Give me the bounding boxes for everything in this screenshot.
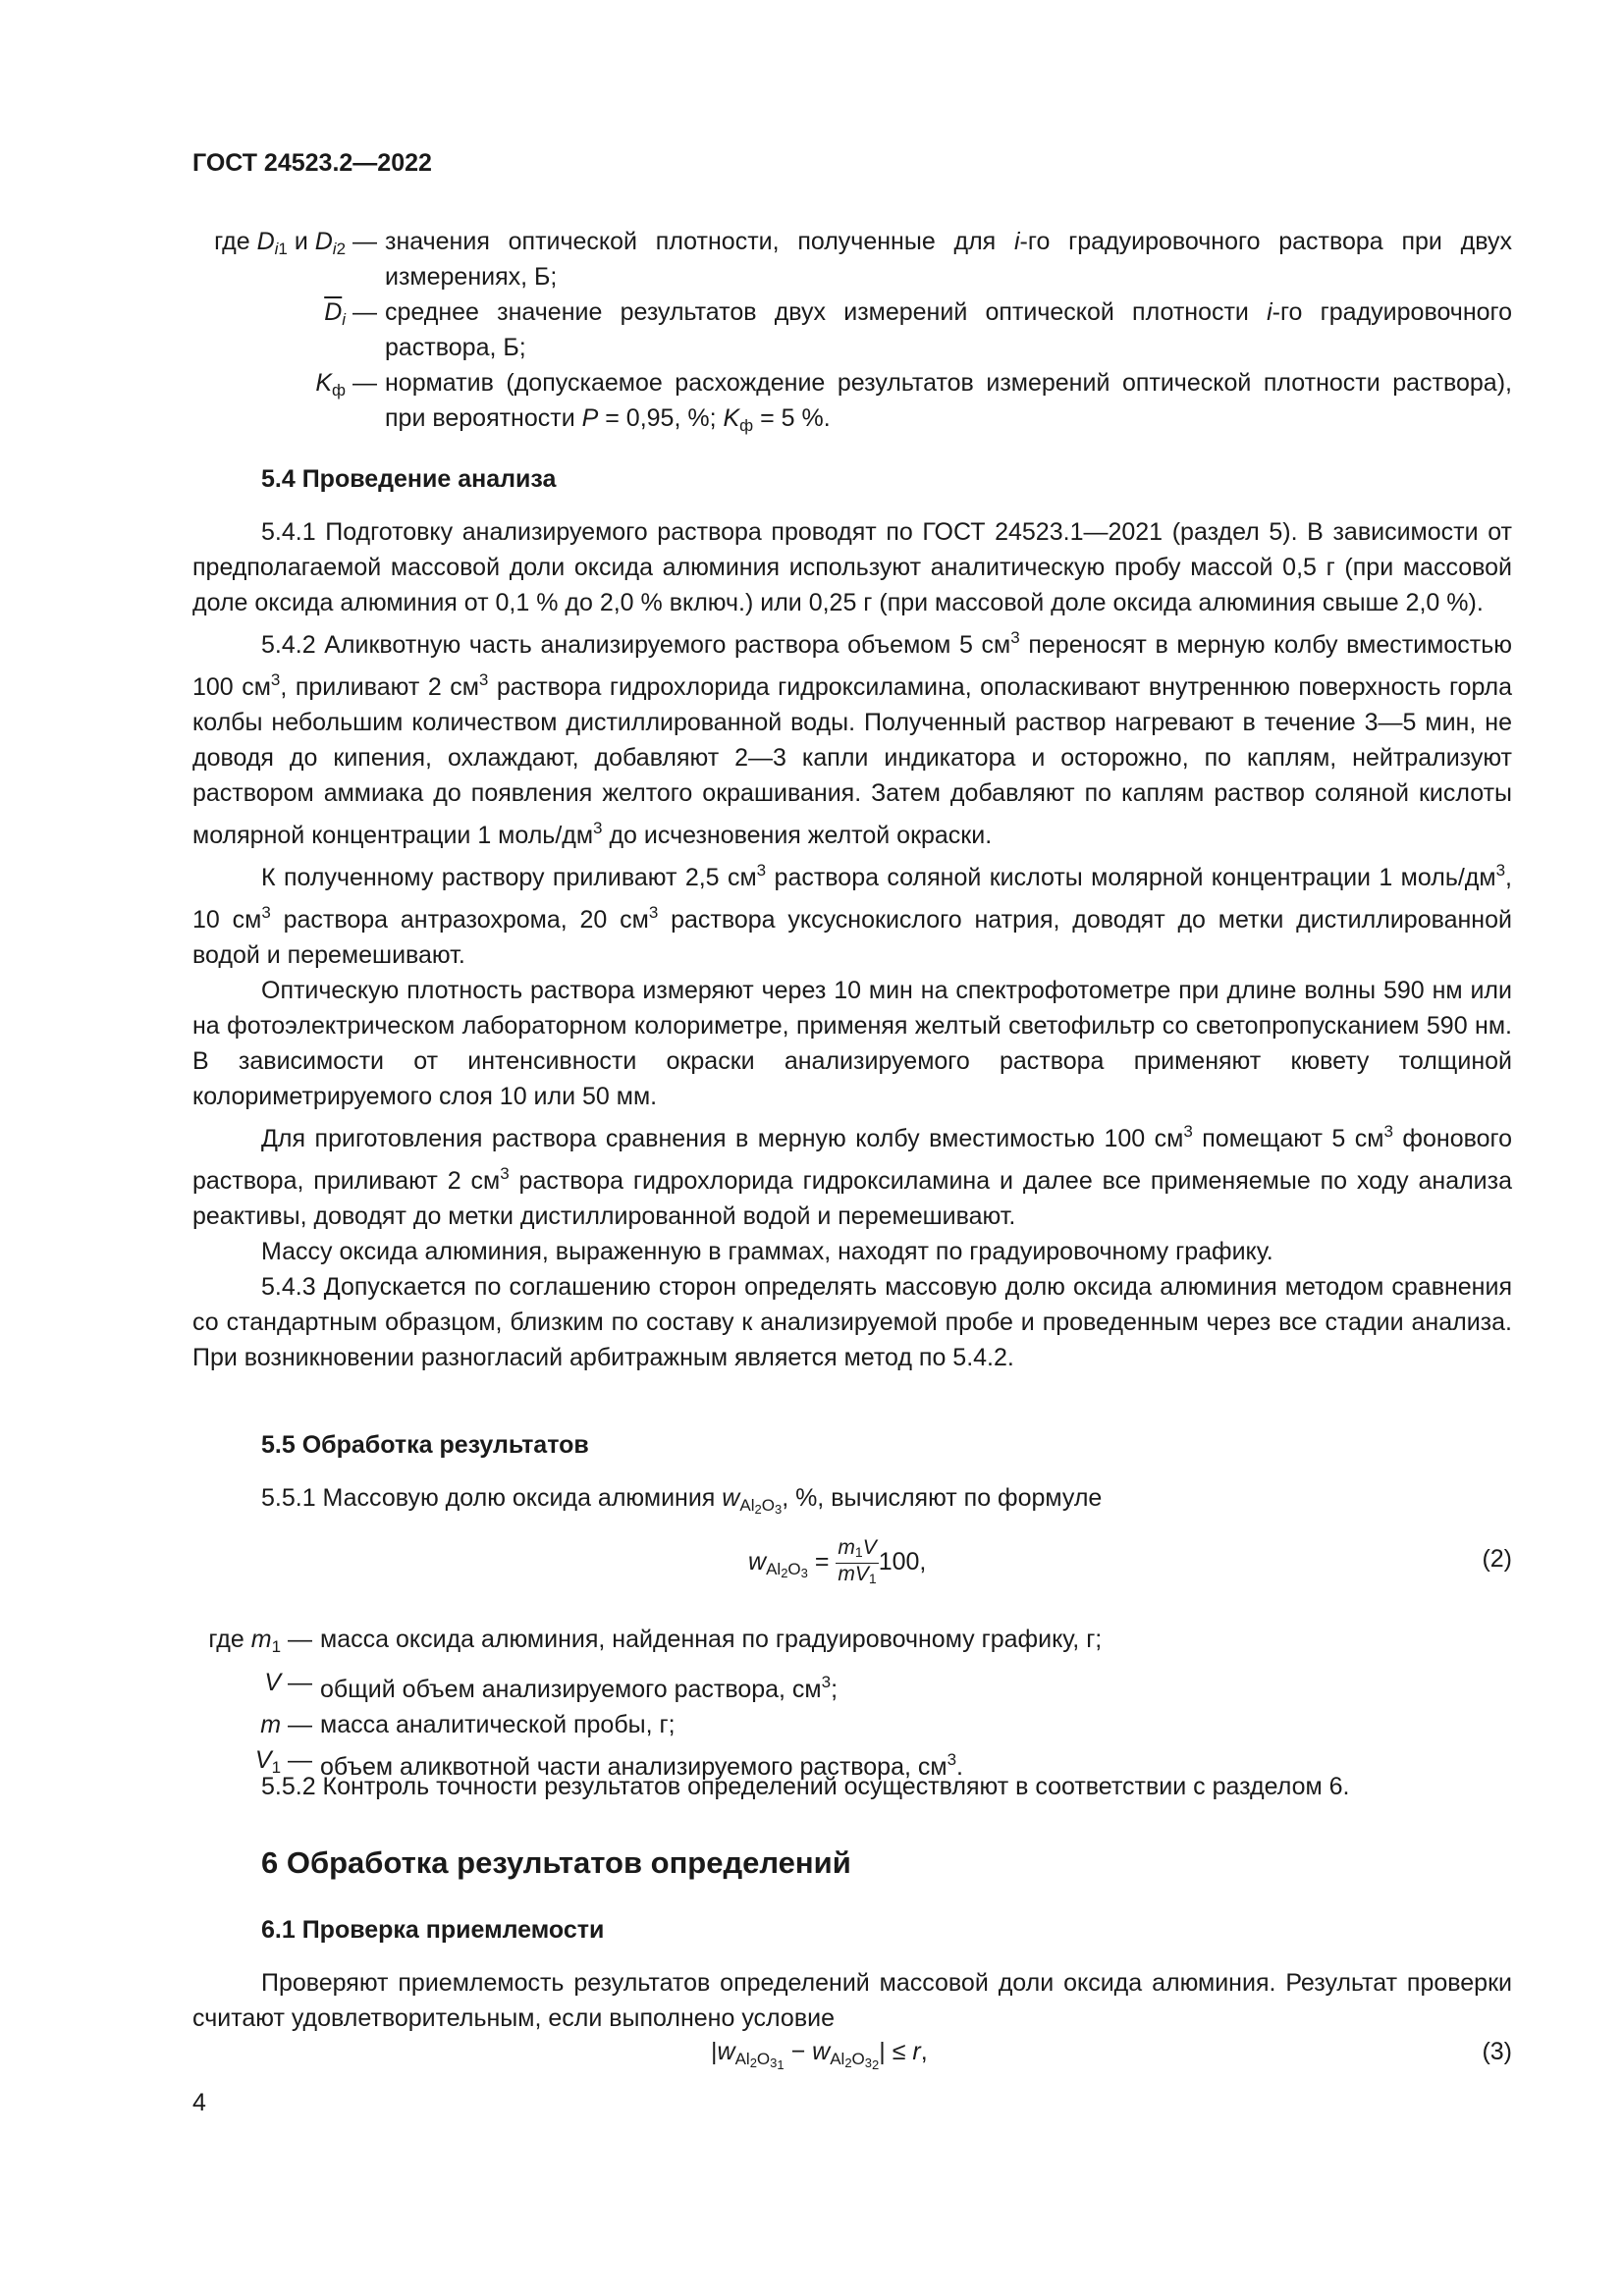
def-term: $V_1$ — [254,1746,312,1777]
paragraph-5-4-2e: Массу оксида алюминия, выраженную в граммах, находят по градуировочному графику. [261,1238,1273,1265]
definitions-list-2 [192,1622,1512,1786]
paragraph-6-1: Проверяют приемлемость результатов определений массовой доли оксида алюминия. Результат проверки считают удовлетворительным, если выполнено условие [192,1969,1512,2032]
equation-number: (2) [1482,1545,1512,1573]
section-5-4 [192,465,1512,494]
section-5-4-body [192,514,1512,1375]
def-desc: масса оксида алюминия, найденная по градуировочному графику, г; [320,1626,1103,1653]
def-desc: объем аликвотной части анализируемого раствора, $см^3$. [320,1750,963,1781]
def-desc: масса аналитической пробы, г; [320,1711,676,1738]
def-term: $K_ф$ — [315,369,377,400]
paragraph-5-4-2b: К полученному раствору приливают 2,5 $см^3$ раствора соляной кислоты молярной концентрации 1 моль/$дм^3$, 10 $см^3$ раствора антразохрома, 20 $см^3$ раствора уксуснокислого натрия, доводят до метки дистиллированной водой и перемешивают. [192,861,1512,969]
paragraph-5-4-3: 5.4.3 Допускается по соглашению сторон определять массовую долю оксида алюминия методом сравнения со стандартным образцом, близким по составу к анализируемой пробе и проведенным через все стадии анализа. При возникновении разногласий арбитражным является метод по 5.4.2. [192,1273,1512,1371]
section-title: 5.5 Обработка результатов [261,1431,589,1459]
paragraph-5-5-2: 5.5.2 Контроль точности результатов определений осуществляют в соответствии с разделом 6. [261,1773,1350,1800]
paragraph-5-5-1: 5.5.1 Массовую долю оксида алюминия $w_{Al2O3}$, %, вычисляют по формуле [261,1484,1103,1517]
def-term: $\overline{D}_i$ — [324,298,377,329]
paragraph-5-4-2: 5.4.2 Аликвотную часть анализируемого раствора объемом 5 $см^3$ переносят в мерную колбу вместимостью 100 $см^3$, приливают 2 $см^3$ раствора гидрохлорида гидроксиламина, ополаскивают внутреннюю поверхность горла колбы небольшим количеством дистиллированной воды. Полученный раствор нагревают в течение 3—5 мин, не доводя до кипения, охлаждают, добавляют 2—3 капли индикатора и осторожно, по каплям, нейтрализуют раствором аммиака до появления желтого окрашивания. Затем добавляют по каплям раствор соляной кислоты молярной концентрации 1 моль/$дм^3$ до исчезновения желтой окраски. [192,628,1512,849]
definitions-list-1 [192,224,1512,444]
def-desc: норматив (допускаемое расхождение результатов измерений оптической плотности раствора), при вероятности P = 0,95, %; $K_ф = 5$ %. [385,369,1512,435]
def-desc: среднее значение результатов двух измерений оптической плотности i-го градуировочного раствора, Б; [385,298,1513,361]
paragraph-5-4-2c: Оптическую плотность раствора измеряют через 10 мин на спектрофотометре при длине волны 590 нм или на фотоэлектрическом лабораторном колориметре, применяя желтый светофильтр со светопропусканием 590 нм. В зависимости от интенсивности окраски анализируемого раствора применяют кювету толщиной колориметрируемого слоя 10 или 50 мм. [192,977,1512,1110]
section-6-1 [192,1916,1512,1945]
paragraph-5-4-2d: Для приготовления раствора сравнения в мерную колбу вместимостью 100 $см^3$ помещают 5 $см^3$ фонового раствора, приливают 2 $см^3$ раствора гидрохлорида гидроксиламина и далее все применяемые по ходу анализа реактивы, доводят до метки дистиллированной водой и перемешивают. [192,1122,1513,1230]
equation-2-body: $w_{Al2O3}$ = $\frac{m1V}{mV1}$ 100, [748,1537,926,1589]
def-term: V — [264,1669,312,1696]
def-desc: общий объем анализируемого раствора, $см^3$; [320,1673,839,1703]
section-title: 5.4 Проведение анализа [261,465,557,493]
def-term: где $D_{i1}$ и $D_{i2}$ — [214,228,377,258]
equation-3-body: $|w_{Al2O3_1} - w_{Al2O3_2}| \le r$, [711,2038,928,2072]
page-number: 4 [192,2089,206,2116]
section-6 [192,1845,1512,1881]
def-term: где $m_1$ — [208,1626,312,1656]
section-title: 6 Обработка результатов определений [261,1845,851,1880]
section-5-5 [192,1431,1512,1460]
fraction: $\frac{m1V}{mV1}$ [838,1536,877,1586]
section-title: 6.1 Проверка приемлемости [261,1916,605,1944]
paragraph-5-4-1: 5.4.1 Подготовку анализируемого раствора проводят по ГОСТ 24523.1—2021 (раздел 5). В зависимости от предполагаемой массовой доли оксида алюминия используют аналитическую пробу массой 0,5 г (при массовой доле оксида алюминия от 0,1 % до 2,0 % включ.) или 0,25 г (при массовой доле оксида алюминия свыше 2,0 %). [192,518,1512,616]
equation-number: (3) [1482,2038,1512,2065]
def-term: m — [260,1711,312,1738]
document-header: ГОСТ 24523.2—2022 [192,149,432,177]
def-desc: значения оптической плотности, полученные для i-го градуировочного раствора при двух измерениях, Б; [385,228,1512,291]
